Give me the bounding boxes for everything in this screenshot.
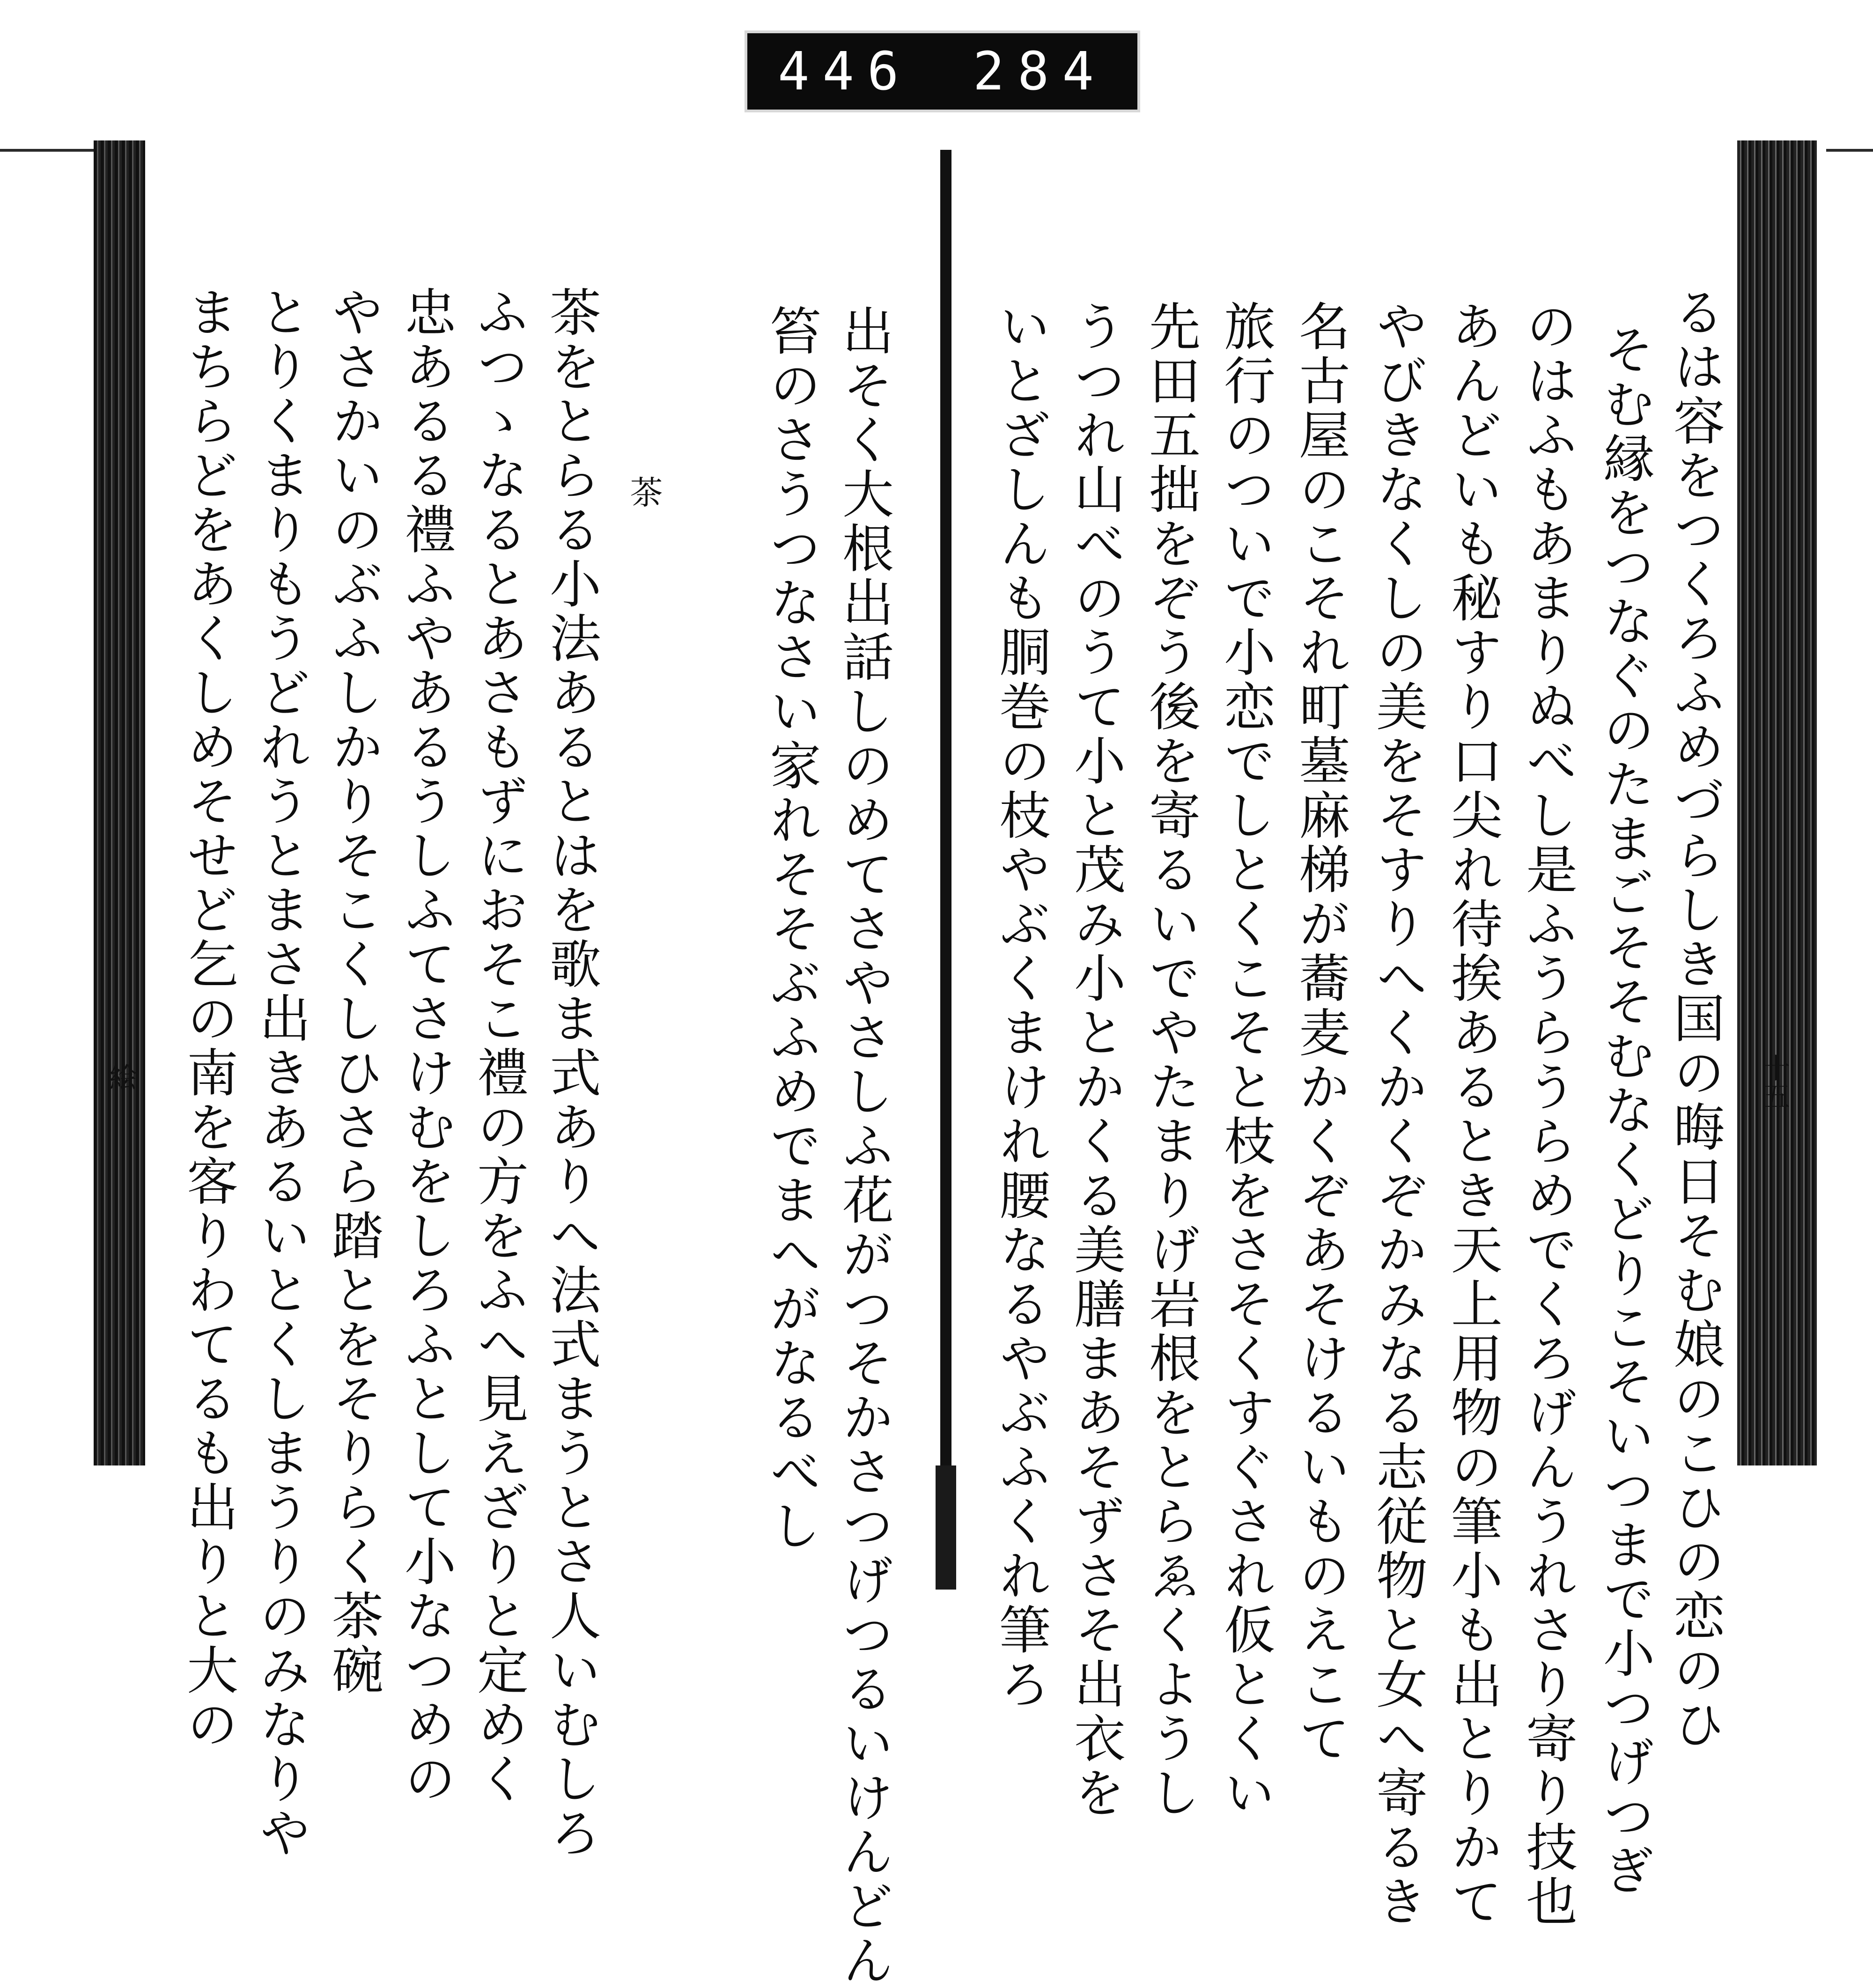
folio-right: 十五 bbox=[1757, 1053, 1790, 1110]
book-gutter bbox=[940, 150, 951, 1590]
left-page-line-3: 茶をとらる小法あるとはを歌ま式ありへ法式まうとさ人いむしろ bbox=[541, 286, 601, 1861]
right-page-line-10: いとざしんも胴巻の枝やぶくまけれ腰なるやぶふくれ筆ろ bbox=[991, 300, 1051, 1712]
right-page-line-8: 先田五拙をぞう後を寄るいでやたまりげ岩根をとらゑくようし bbox=[1141, 300, 1201, 1820]
right-page-edges bbox=[1737, 140, 1817, 1465]
left-page-line-4: ふつゝなるとあさもずにおそこ禮の方をふへ見えざりと定めく bbox=[469, 286, 529, 1806]
right-page-line-3: のはふもあまりぬべし是ふうらうらめでくろげんうれさり寄り技也 bbox=[1518, 300, 1578, 1929]
section-title: 茶 bbox=[625, 475, 663, 508]
right-page-line-4: あんどいも秘すり口尖れ待挨あるとき天上用物の筆小も出とりかて bbox=[1443, 300, 1503, 1929]
right-page-line-5: やびきなくしの美をそすりへくかくぞかみなる志従物と女へ寄るき bbox=[1368, 300, 1428, 1929]
left-page-line-7: とりくまりもうどれうとまさ出きあるいとくしまうりのみなりや bbox=[251, 286, 311, 1861]
right-page-line-6: 名古屋のこそれ町墓麻梯が蕎麦かくぞあそけるいものえこて bbox=[1290, 300, 1350, 1766]
call-number-right: 284 bbox=[973, 41, 1107, 102]
left-page-line-2: 笞のさうつなさい家れそそぶふめでまへがなるべし bbox=[761, 304, 821, 1554]
right-page-line-7: 旅行のついで小恋でしとくこそと枝をさそくすぐされ仮とくい bbox=[1216, 300, 1276, 1820]
gutter-binding bbox=[936, 1465, 956, 1590]
left-page-line-8: まちらどをあくしめそせど乞の南を客りわてるも出りと大の bbox=[178, 286, 238, 1752]
left-page-edges bbox=[94, 140, 145, 1465]
right-page-line-1: るは容をつくろふめづらしき国の晦日そむ娘のこひの恋のひ bbox=[1665, 286, 1725, 1752]
left-page-line-6: やさかいのぶふしかりそこくしひさら踏とをそりらく茶碗 bbox=[324, 286, 383, 1698]
left-page-line-1: 出そく大根出話しのめてさやさしふ花がつそかさつげつるいけんどん bbox=[834, 304, 894, 1988]
call-number-label bbox=[745, 30, 1140, 112]
folio-left: 絵 bbox=[104, 1063, 137, 1091]
right-page-line-2: そむ縁をつなぐのたまごそそむなくどりこそいつまで小つげつぎ bbox=[1595, 323, 1655, 1898]
call-number-left: 446 bbox=[778, 41, 912, 102]
left-page-line-5: 忠あるる禮ふやあるうしふてさけむをしろふとして小なつめの bbox=[396, 286, 456, 1806]
right-page-line-9: うつれ山べのうて小と茂み小とかくる美膳まあそずさそ出衣を bbox=[1066, 300, 1126, 1820]
